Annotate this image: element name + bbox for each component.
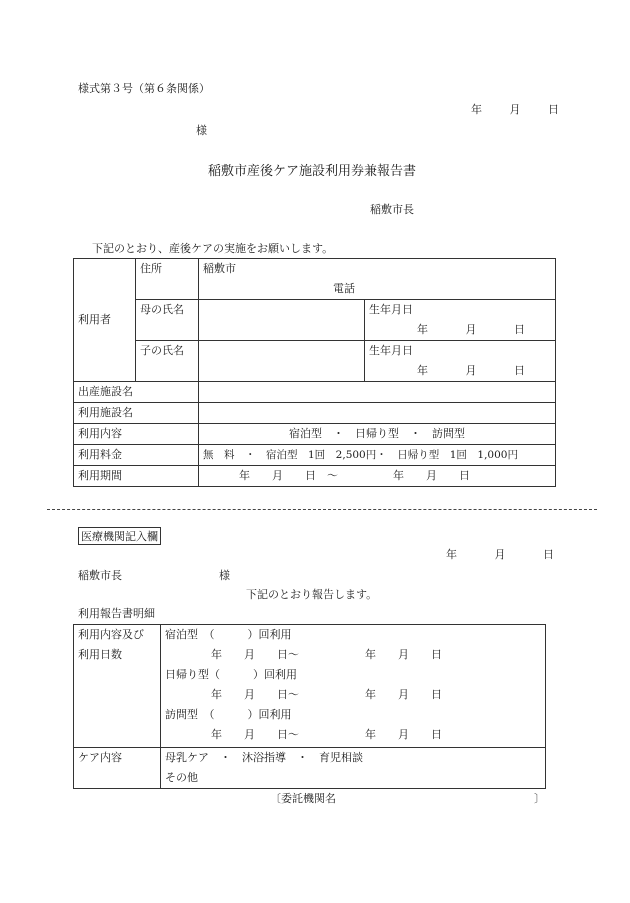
- report-table: [73, 624, 546, 789]
- content-label: 利用内容: [74, 424, 199, 445]
- ymd-month: 月: [465, 323, 477, 336]
- report-detail-label: 利用報告書明細: [78, 607, 155, 620]
- birth-facility-value: [199, 382, 556, 403]
- date-year: 年: [471, 103, 482, 116]
- use-facility-value: [199, 403, 556, 424]
- period-value: 年 月 日 ～ 年 月 日: [199, 466, 556, 487]
- mayor-sama: 様: [219, 569, 230, 582]
- date-top: [471, 101, 559, 117]
- contractor-label: 〔委託機関名: [270, 792, 336, 805]
- address-value: 稲敷市: [203, 262, 236, 275]
- care-other: その他: [165, 771, 198, 784]
- date-day: 日: [548, 103, 559, 116]
- page-title: 稲敷市産後ケア施設利用券兼報告書: [208, 164, 417, 179]
- issuer: 稲敷市長: [370, 203, 414, 216]
- birthdate-label: 生年月日: [369, 303, 413, 316]
- use-facility-label: 利用施設名: [74, 403, 199, 424]
- ymd-day: 日: [514, 364, 525, 377]
- address-cell: [199, 259, 556, 300]
- ymd-year: 年: [417, 323, 428, 336]
- usage-lines-cell: [161, 625, 546, 748]
- child-birthdate-cell: [365, 341, 556, 382]
- child-name-value: [199, 341, 365, 382]
- ymd-year: 年: [417, 364, 428, 377]
- content-days-label-cell: [74, 625, 161, 748]
- birthdate-label: 生年月日: [369, 344, 413, 357]
- intro-text: 下記のとおり、産後ケアの実施をお願いします。: [92, 242, 334, 255]
- day-line: 日帰り型（ ）回利用: [165, 668, 297, 681]
- date-year: 年: [446, 548, 457, 561]
- phone-label: 電話: [333, 282, 355, 295]
- birthdate-ymd: [369, 361, 551, 381]
- address-label: 住所: [136, 259, 199, 300]
- content-days-label-2: 利用日数: [78, 648, 122, 661]
- visit-line: 訪問型 （ ）回利用: [165, 708, 292, 721]
- addressee-sama: 様: [196, 124, 207, 137]
- visit-period: 年 月 日～ 年 月 日: [211, 728, 442, 741]
- date-mid: [446, 546, 554, 562]
- care-label: ケア内容: [74, 748, 161, 789]
- date-month: 月: [494, 548, 506, 561]
- stay-period: 年 月 日～ 年 月 日: [211, 648, 442, 661]
- mother-name-value: [199, 300, 365, 341]
- mayor-addressee: 稲敷市長: [78, 569, 122, 582]
- day-period: 年 月 日～ 年 月 日: [211, 688, 442, 701]
- ymd-month: 月: [465, 364, 477, 377]
- form-number: 様式第３号（第６条関係）: [78, 82, 210, 95]
- user-label: 利用者: [78, 313, 111, 326]
- fee-label: 利用料金: [74, 445, 199, 466]
- cut-line: [47, 509, 597, 510]
- fee-value: 無 料 ・ 宿泊型 1回 2,500円・ 日帰り型 1回 1,000円: [199, 445, 556, 466]
- medical-section-label: 医療機関記入欄: [78, 527, 161, 545]
- ymd-day: 日: [514, 323, 525, 336]
- period-label: 利用期間: [74, 466, 199, 487]
- date-day: 日: [543, 548, 554, 561]
- mother-birthdate-cell: [365, 300, 556, 341]
- user-info-table: [73, 258, 556, 487]
- date-month: 月: [509, 103, 521, 116]
- care-cell: [161, 748, 546, 789]
- child-name-label: 子の氏名: [136, 341, 199, 382]
- care-value: 母乳ケア ・ 沐浴指導 ・ 育児相談: [165, 751, 363, 764]
- birthdate-ymd: [369, 320, 551, 340]
- mother-name-label: 母の氏名: [136, 300, 199, 341]
- report-intro: 下記のとおり報告します。: [246, 588, 378, 601]
- contractor-close: 〕: [534, 792, 545, 805]
- content-days-label-1: 利用内容及び: [78, 628, 144, 641]
- content-value: 宿泊型 ・ 日帰り型 ・ 訪問型: [199, 424, 556, 445]
- birth-facility-label: 出産施設名: [74, 382, 199, 403]
- user-label-cell: [74, 259, 136, 382]
- stay-line: 宿泊型 （ ）回利用: [165, 628, 292, 641]
